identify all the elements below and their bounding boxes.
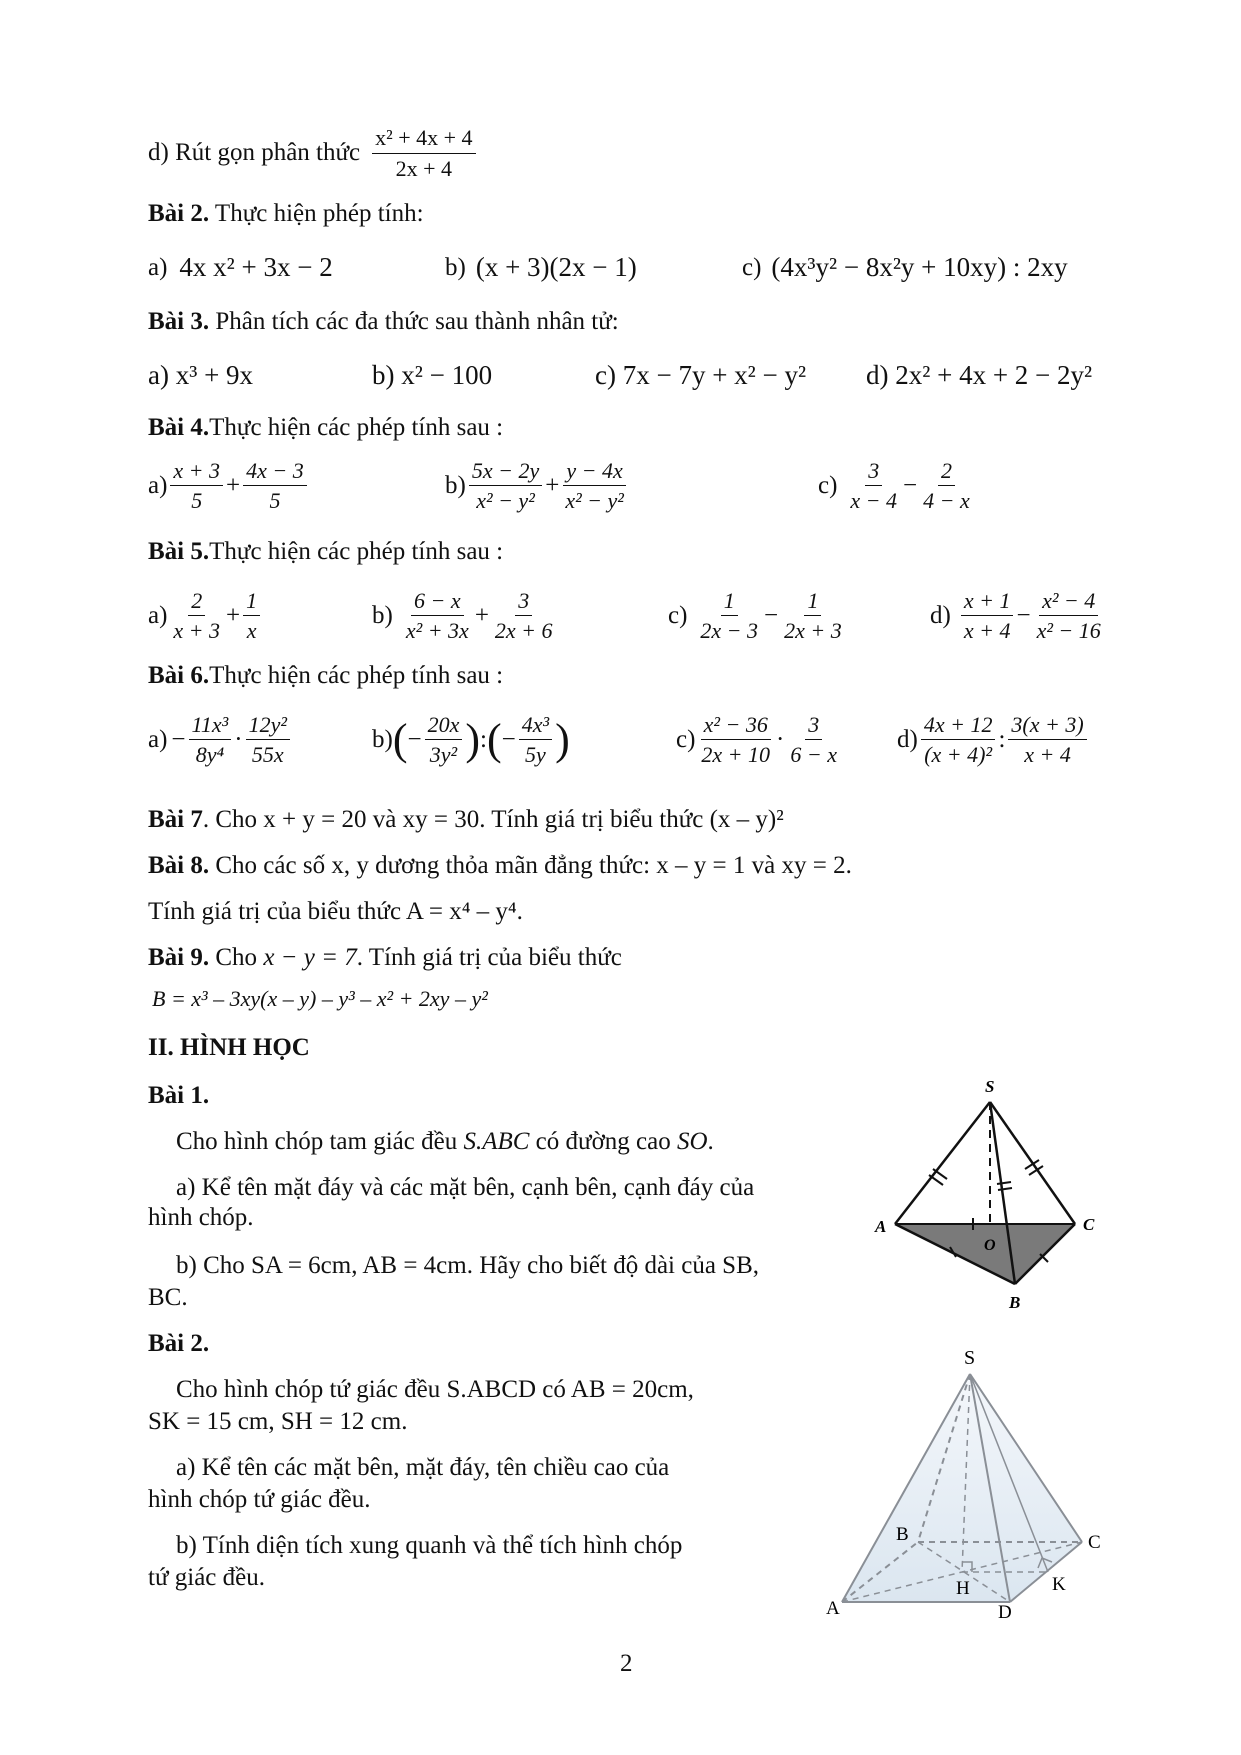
text: tứ giác đều. <box>148 1564 265 1591</box>
fraction-denominator: x² − y² <box>476 488 535 514</box>
exercise-3-b <box>372 360 492 391</box>
exercise-8 <box>148 852 852 880</box>
geometry-1-b1 <box>176 1252 759 1280</box>
item-label: d) <box>897 725 918 753</box>
geometry-2-p2 <box>148 1408 407 1436</box>
fraction-denominator: 2x − 3 <box>700 618 759 644</box>
fraction <box>519 712 552 768</box>
text: có đường cao <box>529 1128 677 1155</box>
exercise-6-c <box>676 712 843 768</box>
exercise-text: Thực hiện các phép tính sau : <box>209 538 504 565</box>
minus-sign: − <box>764 601 779 629</box>
fraction <box>920 458 973 514</box>
item-label: c) <box>742 253 762 281</box>
fraction <box>847 458 900 514</box>
fraction-numerator: 3(x + 3) <box>1008 712 1086 740</box>
ex1-d-label: d) Rút gọn phân thức <box>148 139 361 166</box>
fraction-denominator: 2x + 4 <box>395 155 453 181</box>
fraction-numerator: 11x³ <box>189 712 232 740</box>
exercise-text: . Cho x + y = 20 và xy = 30. Tính giá trị biểu thức (x – y)² <box>202 806 784 833</box>
exercise-5-heading <box>148 538 503 566</box>
times-sign: · <box>776 725 785 753</box>
exercise-6-d <box>897 712 1090 768</box>
exercise-title: Bài 3. <box>148 308 210 335</box>
fraction <box>492 588 556 644</box>
fraction <box>243 588 260 644</box>
fraction <box>698 712 773 768</box>
exercise-title: Bài 2. <box>148 200 210 227</box>
section-title <box>148 1034 310 1062</box>
edge-sa <box>895 1102 990 1224</box>
math-expression: a) x³ + 9x <box>148 360 254 390</box>
text: . <box>707 1128 714 1155</box>
divide-sign: : <box>998 725 1006 753</box>
exercise-6-heading <box>148 662 503 690</box>
fraction-denominator: x <box>246 618 257 644</box>
fraction <box>425 712 463 768</box>
fraction-denominator: (x + 4)² <box>924 742 993 768</box>
math-expression: d) 2x² + 4x + 2 − 2y² <box>866 360 1093 390</box>
label-b: B <box>896 1524 909 1545</box>
label-h: H <box>956 1578 970 1599</box>
exercise-title: Bài 5. <box>148 538 210 565</box>
section-heading: II. HÌNH HỌC <box>148 1034 310 1061</box>
fraction-numerator: x + 3 <box>170 458 223 486</box>
tick-mark <box>998 1188 1012 1190</box>
exercise-5-d <box>930 588 1107 644</box>
minus-sign: − <box>1016 601 1031 629</box>
plus-sign: + <box>226 471 241 499</box>
fraction-denominator: 4 − x <box>923 488 970 514</box>
fraction-denominator: 2x + 3 <box>784 618 842 644</box>
geometry-1-a1 <box>176 1174 754 1202</box>
exercise-9-expression <box>152 986 488 1012</box>
fraction-denominator: x² − y² <box>565 488 624 514</box>
item-label: c) <box>818 471 838 499</box>
page-number <box>620 1650 633 1678</box>
fraction <box>246 712 290 768</box>
item-label: b) <box>372 601 393 629</box>
exercise-3-c <box>595 360 806 391</box>
fraction-denominator: x + 4 <box>963 618 1011 644</box>
label-s: S <box>985 1077 995 1096</box>
fraction <box>403 588 472 644</box>
fraction-numerator: x + 1 <box>961 588 1014 616</box>
square-pyramid-figure <box>820 1340 1110 1620</box>
fraction-numerator: 6 − x <box>411 588 464 616</box>
exercise-text: Thực hiện các phép tính sau : <box>209 662 504 689</box>
exercise-3-heading <box>148 308 619 336</box>
item-label: b) <box>445 471 466 499</box>
triangular-pyramid-figure <box>865 1072 1110 1317</box>
item-label: a) <box>148 253 168 281</box>
fraction-denominator: x² − 16 <box>1036 618 1101 644</box>
fraction-numerator: 2 <box>188 588 205 616</box>
exercise-title: Bài 9. <box>148 944 210 971</box>
fraction-numerator: 5x − 2y <box>469 458 542 486</box>
right-paren: ) <box>555 715 570 765</box>
exercise-3-d <box>866 360 1092 391</box>
fraction <box>170 588 223 644</box>
geometry-2-b1 <box>176 1532 682 1560</box>
geometry-2-a1 <box>176 1454 669 1482</box>
exercise-2-heading <box>148 200 424 228</box>
fraction <box>1008 712 1086 768</box>
exercise-text: . Tính giá trị của biểu thức <box>356 944 622 971</box>
item-label: c) <box>668 601 688 629</box>
exercise-title: Bài 7 <box>148 806 203 833</box>
plus-sign: + <box>474 601 489 629</box>
fraction-denominator: 8y⁴ <box>195 742 225 768</box>
geometry-1-p1 <box>176 1128 714 1156</box>
exercise-6-b <box>372 712 570 768</box>
fraction-denominator: x + 4 <box>1024 742 1071 768</box>
geometry-1-a2 <box>148 1204 254 1232</box>
fraction-numerator: 1 <box>804 588 821 616</box>
text: b) Tính diện tích xung quanh và thể tích hình chóp <box>176 1532 683 1559</box>
item-label: a) <box>148 601 168 629</box>
fraction-denominator: 6 − x <box>790 742 837 768</box>
label-k: K <box>1052 1574 1066 1595</box>
minus-sign: − <box>171 725 186 753</box>
fraction <box>170 458 223 514</box>
geometry-2-b2 <box>148 1564 265 1592</box>
exercise-5-c <box>668 588 848 644</box>
exercise-5-a <box>148 588 263 644</box>
times-sign: · <box>234 725 243 753</box>
right-paren: ) <box>465 715 481 765</box>
exercise-title: Bài 4. <box>148 414 210 441</box>
fraction <box>961 588 1014 644</box>
fraction <box>697 588 761 644</box>
fraction-denominator: 5 <box>191 488 203 514</box>
fraction-denominator: 5 <box>269 488 281 514</box>
fraction-denominator: 3y² <box>429 742 458 768</box>
geometry-2-title <box>148 1330 209 1358</box>
exercise-text: Cho <box>209 944 264 971</box>
fraction-numerator: 4x − 3 <box>243 458 307 486</box>
exercise-4-c <box>818 458 976 514</box>
item-label: d) <box>930 601 951 629</box>
geometry-2-p1 <box>176 1376 694 1404</box>
left-paren: ( <box>392 715 408 765</box>
item-label: c) <box>676 725 696 753</box>
fraction <box>469 458 542 514</box>
text: hình chóp tứ giác đều. <box>148 1486 371 1513</box>
fraction-numerator: 4x³ <box>519 712 552 740</box>
math-expression: c) 7x − 7y + x² − y² <box>595 360 807 390</box>
fraction <box>1034 588 1104 644</box>
minus-sign: − <box>407 725 422 753</box>
label-c: C <box>1083 1215 1095 1234</box>
fraction-numerator: x² − 4 <box>1039 588 1098 616</box>
math-expression: b) x² − 100 <box>372 360 493 390</box>
divide-sign: : <box>480 725 487 753</box>
tick-mark <box>929 1175 943 1185</box>
fraction-denominator: 5y <box>525 742 546 768</box>
fraction-numerator: 4x + 12 <box>921 712 996 740</box>
fraction-numerator: 1 <box>721 588 738 616</box>
fraction-numerator: 1 <box>243 588 260 616</box>
fraction-denominator: 2x + 10 <box>701 742 771 768</box>
fraction <box>562 458 627 514</box>
math-expression: S.ABC <box>463 1128 530 1155</box>
exercise-4-b <box>445 458 630 514</box>
page-number-text: 2 <box>620 1650 633 1677</box>
ex1-d-fraction <box>372 125 475 181</box>
label-b: B <box>1009 1293 1021 1312</box>
fraction <box>787 712 840 768</box>
minus-sign: − <box>903 471 918 499</box>
math-expression: (4x³y² − 8x²y + 10xy) : 2xy <box>771 252 1068 282</box>
fraction <box>921 712 996 768</box>
math-expression: (x + 3)(2x − 1) <box>475 252 637 282</box>
text: a) Kể tên mặt đáy và các mặt bên, cạnh bên, cạnh đáy của <box>176 1174 755 1201</box>
fraction-denominator: 55x <box>251 742 284 768</box>
minus-sign: − <box>501 725 516 753</box>
exercise-4-heading <box>148 414 503 442</box>
fraction-numerator: y − 4x <box>563 458 625 486</box>
fraction-numerator: 12y² <box>246 712 290 740</box>
exercise-title: Bài 2. <box>148 1330 210 1357</box>
exercise-8-line2 <box>148 898 523 926</box>
math-expression: x − y = 7 <box>263 944 357 971</box>
label-a: A <box>826 1598 840 1619</box>
fraction-numerator: 3 <box>805 712 822 740</box>
label-o: O <box>984 1237 996 1254</box>
fraction <box>189 712 232 768</box>
label-c: C <box>1088 1532 1101 1553</box>
exercise-text: Phân tích các đa thức sau thành nhân tử: <box>209 308 619 335</box>
label-s: S <box>964 1347 976 1369</box>
item-label: b) <box>372 725 393 753</box>
tick-mark <box>997 1182 1011 1184</box>
fraction-numerator: x² − 36 <box>701 712 771 740</box>
text: SK = 15 cm, SH = 12 cm. <box>148 1408 408 1435</box>
left-paren: ( <box>486 715 502 765</box>
ex1-d <box>148 118 479 188</box>
text: BC. <box>148 1284 188 1311</box>
exercise-text: Tính giá trị của biểu thức A = x⁴ – y⁴. <box>148 898 523 925</box>
item-label: a) <box>148 471 168 499</box>
text: Cho hình chóp tứ giác đều S.ABCD có AB = 20cm, <box>176 1376 694 1403</box>
text: a) Kể tên các mặt bên, mặt đáy, tên chiều cao của <box>176 1454 670 1481</box>
geometry-1-title <box>148 1082 209 1110</box>
exercise-9 <box>148 944 622 972</box>
base-face <box>895 1224 1075 1284</box>
fraction-numerator: 3 <box>515 588 532 616</box>
exercise-title: Bài 1. <box>148 1082 210 1109</box>
label-d: D <box>998 1602 1012 1620</box>
fraction <box>243 458 307 514</box>
exercise-text: Thực hiện các phép tính sau : <box>209 414 504 441</box>
exercise-7 <box>148 806 784 834</box>
fraction-denominator: x² + 3x <box>405 618 469 644</box>
math-expression: B = x³ – 3xy(x – y) – y³ – x² + 2xy – y² <box>152 986 488 1011</box>
geometry-2-a2 <box>148 1486 371 1514</box>
exercise-title: Bài 8. <box>148 852 210 879</box>
exercise-2-b <box>445 252 637 283</box>
exercise-text: Cho các số x, y dương thỏa mãn đẳng thức: x – y = 1 và xy = 2. <box>209 852 852 879</box>
item-label: b) <box>445 253 466 281</box>
fraction-denominator: x + 3 <box>173 618 221 644</box>
math-expression: 4x x² + 3x − 2 <box>179 252 333 282</box>
label-a: A <box>875 1217 887 1236</box>
fraction-numerator: 3 <box>865 458 882 486</box>
item-label: a) <box>148 725 168 753</box>
exercise-text: Thực hiện phép tính: <box>209 200 424 227</box>
exercise-2-a <box>148 252 333 283</box>
text: Cho hình chóp tam giác đều <box>176 1128 464 1155</box>
fraction-numerator: 20x <box>425 712 463 740</box>
fraction-numerator: 2 <box>938 458 955 486</box>
plus-sign: + <box>226 601 241 629</box>
fraction-denominator: 2x + 6 <box>494 618 553 644</box>
exercise-4-a <box>148 458 310 514</box>
geometry-1-b2 <box>148 1284 188 1312</box>
plus-sign: + <box>545 471 560 499</box>
exercise-3-a <box>148 360 253 391</box>
text: hình chóp. <box>148 1204 254 1231</box>
fraction-numerator: x² + 4x + 4 <box>372 125 475 153</box>
exercise-title: Bài 6. <box>148 662 210 689</box>
fraction <box>781 588 845 644</box>
exercise-2-c <box>742 252 1068 283</box>
math-expression: SO <box>676 1128 708 1155</box>
exercise-6-a <box>148 712 293 768</box>
fraction-denominator: x − 4 <box>850 488 898 514</box>
exercise-5-b <box>372 588 559 644</box>
text: b) Cho SA = 6cm, AB = 4cm. Hãy cho biết độ dài của SB, <box>176 1252 760 1279</box>
